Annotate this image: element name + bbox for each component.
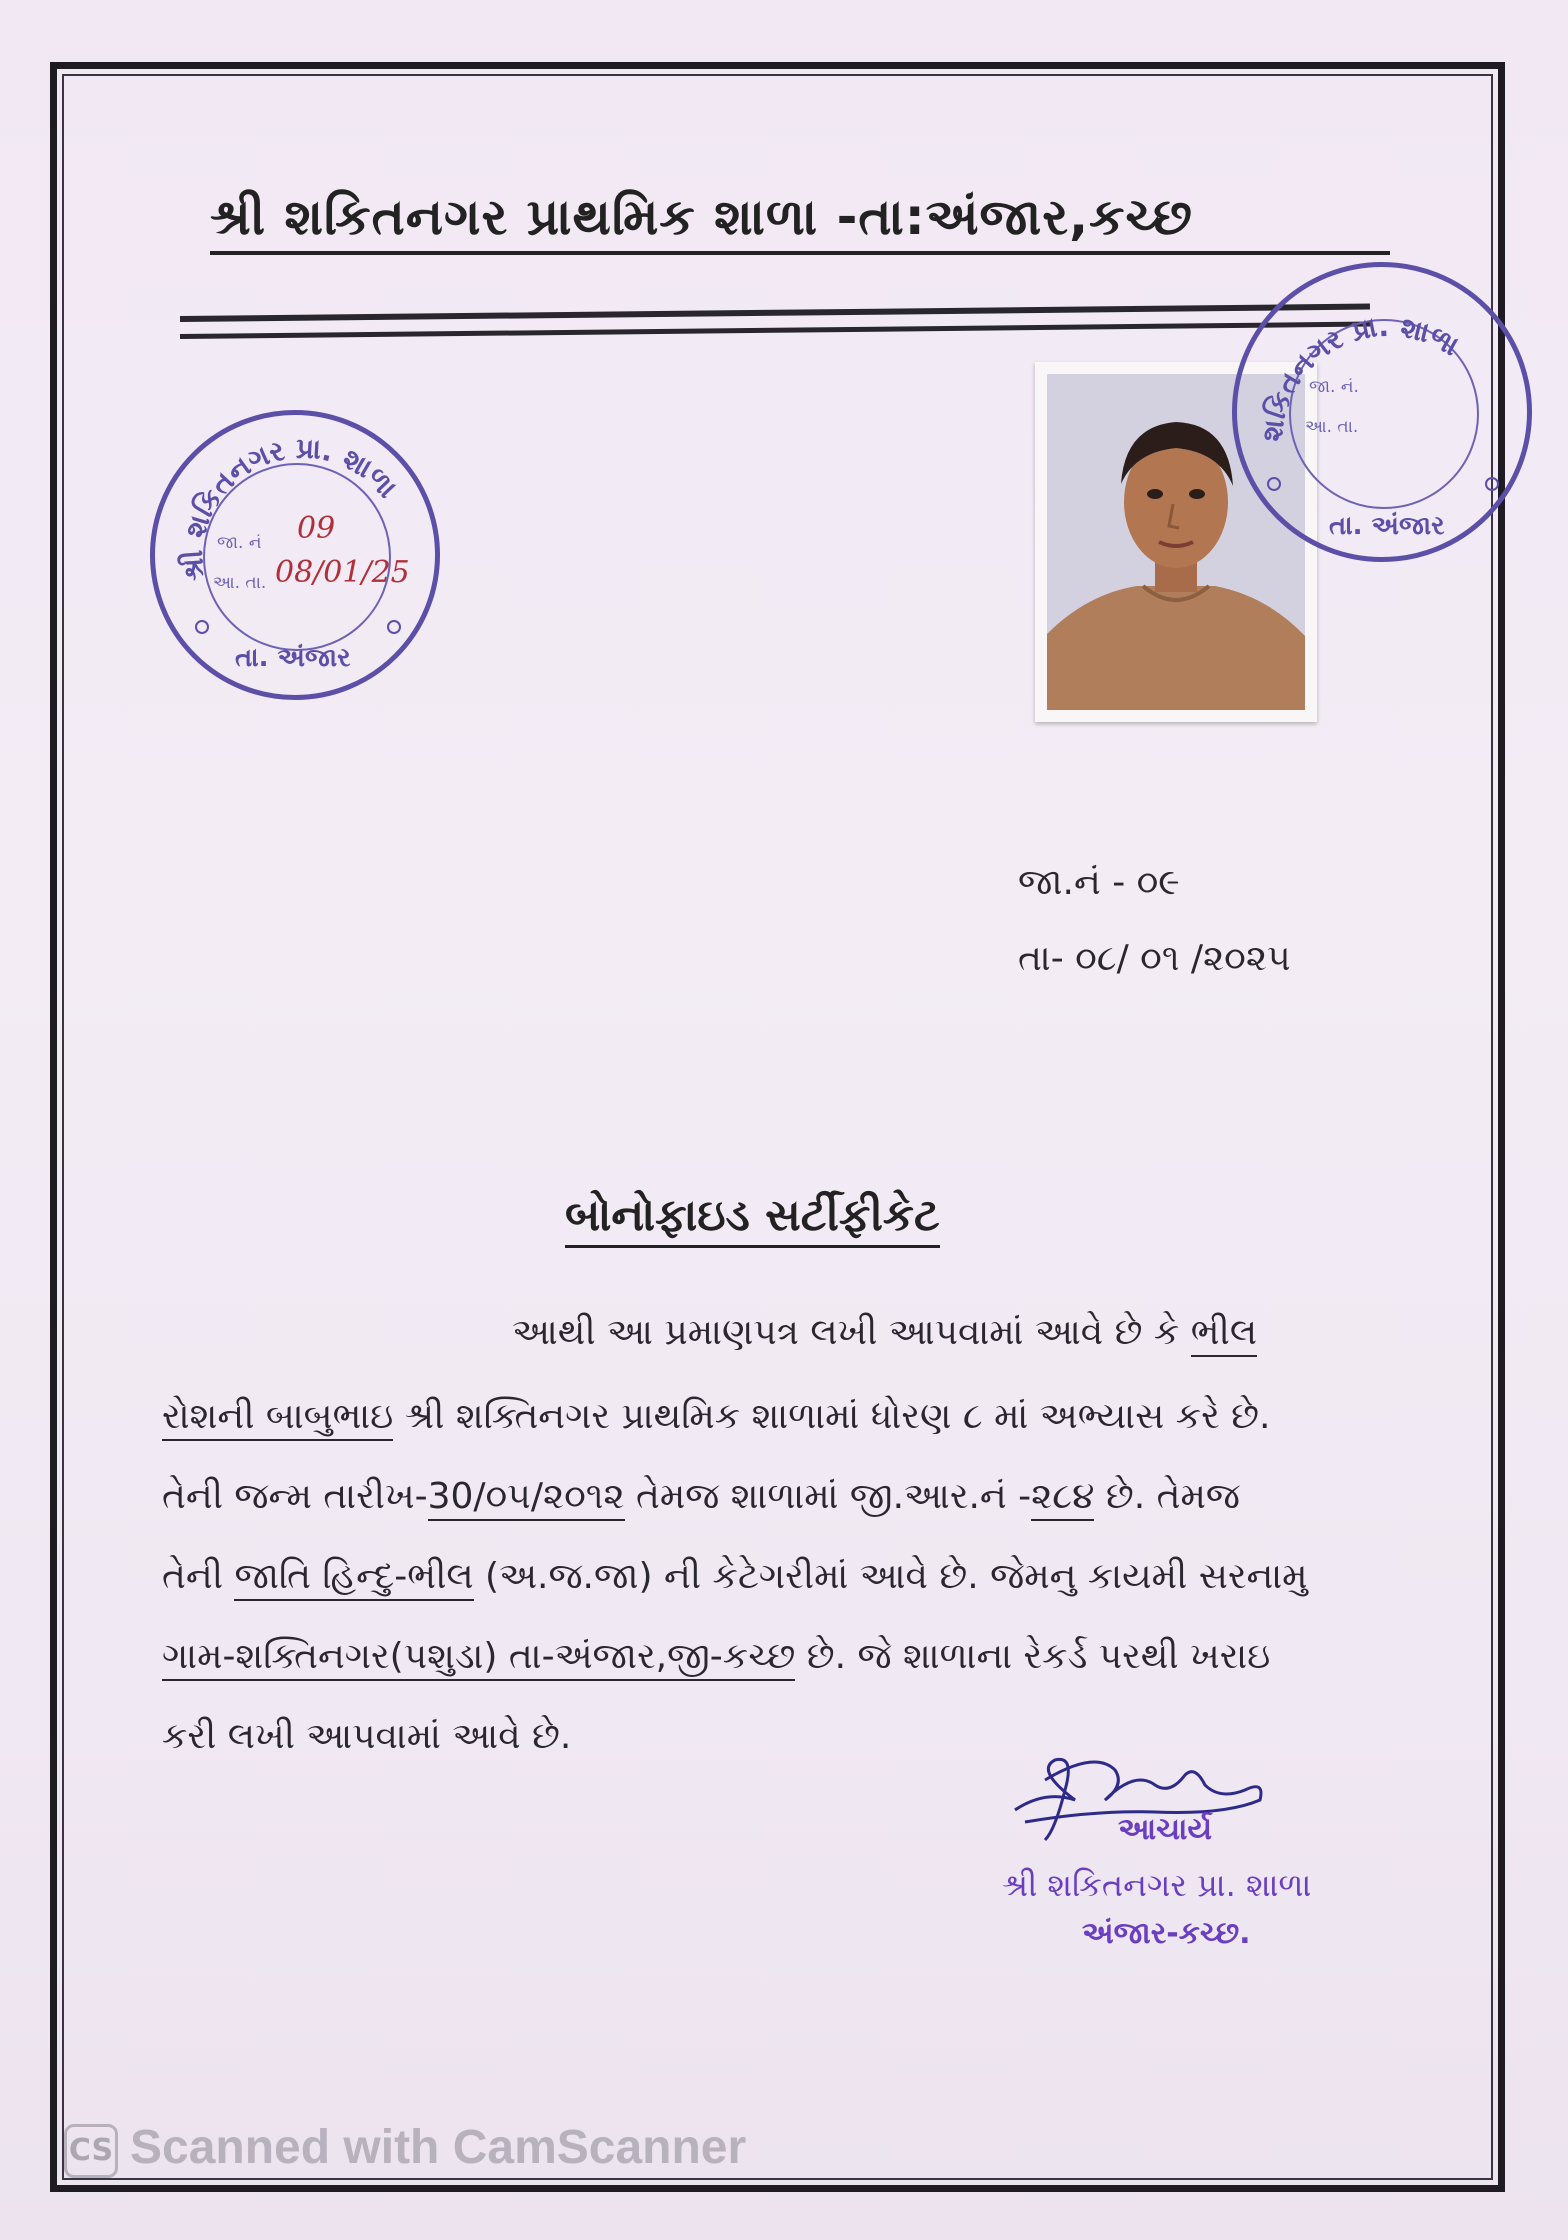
camscanner-watermark: Scanned with CamScanner — [130, 2121, 747, 2174]
seal-left-label-no: જા. નં — [217, 533, 262, 553]
date-of-birth: 30/૦૫/૨૦૧૨ — [428, 1476, 625, 1521]
seal-right-label-date: આ. તા. — [1305, 417, 1359, 437]
body-text: તેની જન્મ તારીખ- — [162, 1476, 428, 1517]
seal-left-dot — [195, 620, 209, 634]
body-text: કરી લખી આપવામાં આવે છે. — [162, 1716, 572, 1757]
signature-place: અંજાર-કચ્છ. — [1082, 1916, 1251, 1951]
gr-number: ૨૮૪ — [1031, 1476, 1094, 1521]
issue-date: તા- ૦૮/ ૦૧ /૨૦૨૫ — [1018, 938, 1291, 979]
body-line-3 — [162, 1476, 1240, 1518]
seal-right-dot — [1485, 477, 1499, 491]
school-seal-right — [1232, 262, 1532, 562]
body-line-6 — [162, 1716, 571, 1758]
body-text: તેની — [162, 1556, 235, 1597]
body-line-2 — [162, 1396, 1270, 1438]
body-text: છે. તેમજ — [1094, 1476, 1240, 1517]
body-line-4 — [162, 1556, 1308, 1598]
seal-left-label-date: આ. તા. — [213, 573, 267, 593]
seal-left-handwritten-date: 08/01/25 — [275, 555, 410, 590]
school-title: શ્રી શકિતનગર પ્રાથમિક શાળા -તા:અંજાર,કચ્છ — [210, 188, 1390, 255]
seal-right-bottom-text: તા. અંજાર — [1329, 511, 1445, 541]
svg-text:શકિતનગર પ્રા. શાળા: શકિતનગર પ્રા. શાળા — [1255, 309, 1465, 443]
body-line-5 — [162, 1636, 1270, 1678]
reference-number: જા.નં - ૦૯ — [1018, 862, 1180, 903]
body-text: આથી આ પ્રમાણપત્ર લખી આપવામાં આવે છે કે — [512, 1312, 1191, 1353]
student-name: રોશની બાબુભાઇ — [162, 1396, 393, 1441]
svg-text:શ્રી શકિતનગર પ્રા. શાળા: શ્રી શકિતનગર પ્રા. શાળા — [175, 431, 404, 583]
student-surname: ભીલ — [1191, 1312, 1257, 1357]
body-text: તેમજ શાળામાં જી.આર.નં - — [624, 1476, 1032, 1517]
seal-right-label-no: જા. નં. — [1309, 377, 1359, 397]
body-text: છે. જે શાળાના રેકર્ડ પરથી ખરાઇ — [795, 1636, 1271, 1677]
certificate-title: બોનોફાઇડ સર્ટીફીકેટ — [565, 1190, 940, 1248]
principal-role: આચાર્ય — [1118, 1812, 1213, 1847]
body-line-1 — [512, 1312, 1257, 1354]
seal-left-bottom-text: તા. અંજાર — [235, 643, 351, 673]
signature-school-name: શ્રી શકિતનગર પ્રા. શાળા — [1002, 1866, 1312, 1904]
body-text: શ્રી શક્તિનગર પ્રાથમિક શાળામાં ધોરણ ૮ માં અભ્યાસ કરે છે. — [393, 1396, 1271, 1437]
address: ગામ-શક્તિનગર(પશુડા) તા-અંજાર,જી-કચ્છ — [162, 1636, 795, 1681]
camscanner-logo-icon: CS — [64, 2124, 118, 2178]
seal-left-handwritten-no: 09 — [297, 511, 336, 546]
body-text: (અ.જ.જા) ની કેટેગરીમાં આવે છે. જેમનુ કાયમી સરનામુ — [473, 1556, 1308, 1597]
seal-right-dot — [1267, 477, 1281, 491]
seal-left-dot — [387, 620, 401, 634]
caste: જાતિ હિન્દુ-ભીલ — [234, 1556, 473, 1601]
school-seal-left — [150, 410, 440, 700]
